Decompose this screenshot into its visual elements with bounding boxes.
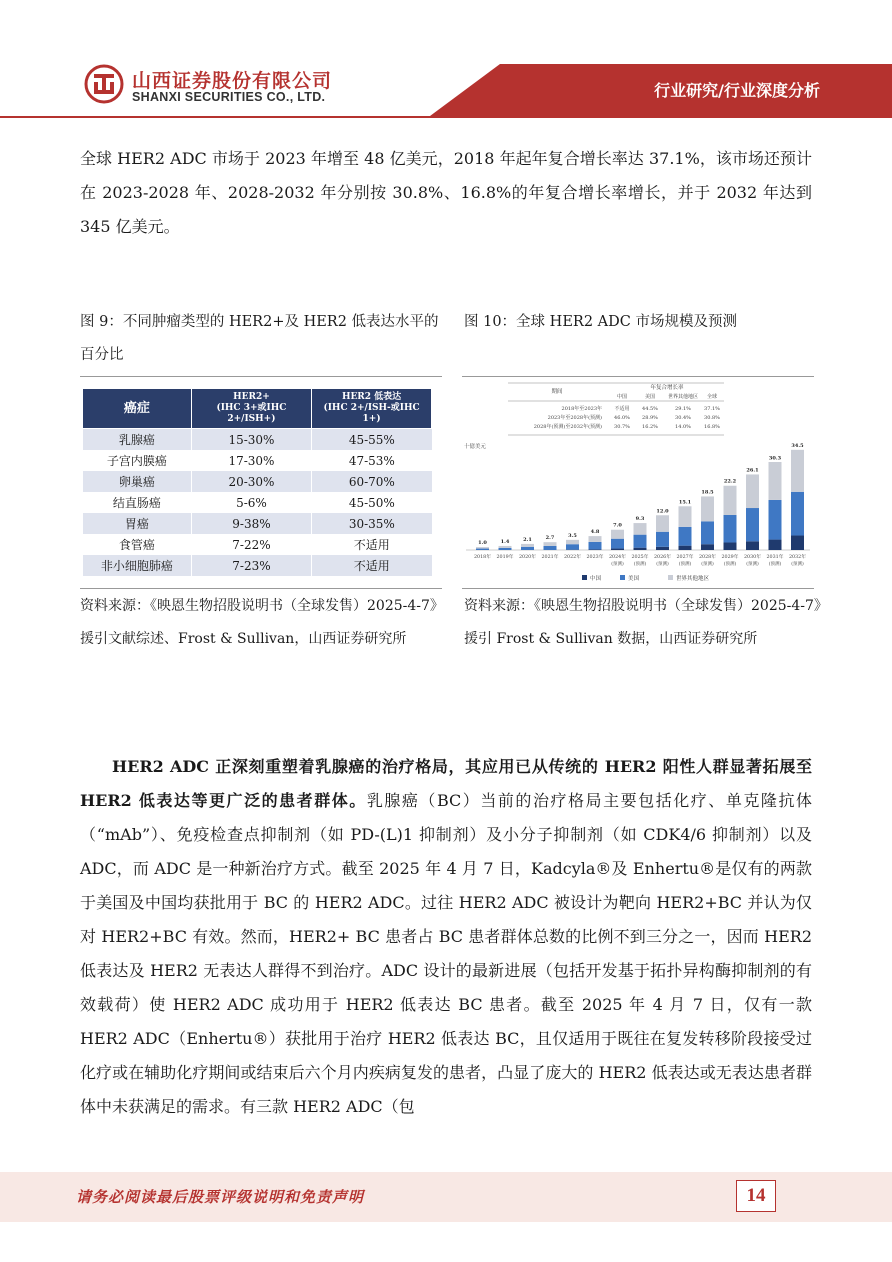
her2-adc-market-chart <box>462 378 814 586</box>
intro-paragraph: 全球 HER2 ADC 市场于 2023 年增至 48 亿美元，2018 年起年复合增长率达 37.1%，该市场还预计在 2023-2028 年、2028-2032 年分别按 30.8%、16.8%的年复合增长率增长，并于 2032 年达到 345 亿美元。 <box>80 149 812 236</box>
cagr-row-value: 30.7% <box>614 424 630 430</box>
figure-9-caption: 图 9：不同肿瘤类型的 HER2+及 HER2 低表达水平的百分比 <box>80 314 439 363</box>
cell-cancer: 乳腺癌 <box>83 429 192 451</box>
chart-bar-segment <box>544 546 557 550</box>
cagr-row-value: 46.0% <box>614 415 630 421</box>
cagr-group-title: 年复合增长率 <box>650 385 684 391</box>
chart-bar-segment <box>746 474 759 508</box>
company-name-en: SHANXI SECURITIES CO., LTD. <box>132 90 326 104</box>
table-row <box>83 555 432 576</box>
chart-bar-segment <box>746 508 759 541</box>
chart-x-tick-label: 2020年 <box>518 555 537 560</box>
cagr-period-header: 期间 <box>551 389 563 395</box>
chart-x-tick-label: 2019年 <box>496 555 514 560</box>
her2-expression-table <box>82 388 432 576</box>
cell-her2-positive: 5-6% <box>191 492 311 513</box>
chart-bar-segment <box>499 546 512 548</box>
cell-her2-low: 45-55% <box>312 429 432 451</box>
cell-cancer: 卵巢癌 <box>83 471 192 492</box>
cell-her2-low: 不适用 <box>312 555 432 576</box>
chart-total-label: 3.5 <box>568 532 577 539</box>
cagr-row-value: 37.1% <box>704 406 720 412</box>
cagr-row-period: 2018年至2023年 <box>561 406 602 412</box>
chart-bar-segment <box>566 540 579 544</box>
table-row <box>83 534 432 555</box>
cell-her2-low: 60-70% <box>312 471 432 492</box>
figure-10-caption: 图 10：全球 HER2 ADC 市场规模及预测 <box>464 314 737 330</box>
chart-bar-segment <box>679 506 692 527</box>
cagr-column-header: 世界其他地区 <box>667 394 699 400</box>
cell-her2-positive: 15-30% <box>191 429 311 451</box>
chart-bar-segment <box>791 450 804 492</box>
company-name-cn: 山西证券股份有限公司 <box>132 70 333 92</box>
chart-bar-segment <box>589 542 602 550</box>
chart-legend-label: 美国 <box>628 576 640 582</box>
header-her2-low-label: HER2 低表达 <box>341 392 402 402</box>
chart-total-label: 34.5 <box>791 443 804 450</box>
main-paragraph <box>80 750 812 1124</box>
table-row <box>83 450 432 471</box>
chart-bar-segment <box>724 486 737 515</box>
chart-x-tick-sublabel: (预测) <box>656 562 669 567</box>
chart-bar-segment <box>656 515 669 532</box>
chart-bar-segment <box>724 515 737 543</box>
cell-her2-positive: 20-30% <box>191 471 311 492</box>
cagr-row-value: 30.8% <box>704 415 720 421</box>
chart-bar-segment <box>544 542 557 546</box>
chart-bar-segment <box>679 546 692 550</box>
chart-x-tick-sublabel: (预测) <box>746 562 759 567</box>
chart-x-tick-label: 2024年 <box>608 555 627 560</box>
chart-total-label: 26.1 <box>746 467 759 474</box>
figure-9-source: 资料来源：《映恩生物招股说明书（全球发售）2025-4-7》援引文献综述、Frost & Sullivan，山西证券研究所 <box>80 598 437 647</box>
chart-bar-segment <box>746 541 759 550</box>
header-her2-positive-criteria: (IHC 3+或IHC 2+/ISH+) <box>216 403 287 424</box>
chart-x-tick-label: 2025年 <box>631 555 649 560</box>
chart-bar-segment <box>499 548 512 550</box>
chart-bar-segment <box>769 462 782 500</box>
main-body: 乳腺癌（BC）当前的治疗格局主要包括化疗、单克隆抗体（“mAb”）、免疫检查点抑制剂（如 PD-(L)1 抑制剂）及小分子抑制剂（如 CDK4/6 抑制剂）以及 ADC，而 ADC 是一种新治疗方式。截至 2025 年 4 月 7 日，Kadcyla®及 Enhertu®是仅有的两款于美国及中国均获批用于 BC 的 HER2 ADC。过往 HER2 ADC 被设计为靶向 HER2+BC 并认为仅对 HER2+BC 有效。然而，HER2+ BC 患者占 BC 患者群体总数的比例不到三分之一，因而 HER2 低表达及 HER2 无表达人群得不到治疗。ADC 设计的最新进展（包括开发基于拓扑异构酶抑制剂的有效载荷）使 HER2 ADC 成功用于 HER2 低表达 BC 患者。截至 2025 年 4 月 7 日，仅有一款 HER2 ADC（Enhertu®）获批用于治疗 HER2 低表达 BC，且仅适用于既往在复发转移阶段接受过化疗或在辅助化疗期间或结束后六个月内疾病复发的患者，凸显了庞大的 HER2 低表达或无表达患者群体中未获满足的需求。有三款 HER2 ADC（包 <box>80 791 812 1116</box>
chart-bar-segment <box>701 521 714 544</box>
chart-total-label: 22.2 <box>723 478 737 485</box>
chart-bar-segment <box>656 547 669 550</box>
cagr-row-period: 2023年至2028年(预测) <box>547 415 602 421</box>
chart-bar-segment <box>791 536 804 550</box>
table-row <box>83 513 432 534</box>
cell-her2-positive: 17-30% <box>191 450 311 471</box>
chart-x-tick-label: 2023年 <box>586 555 604 560</box>
chart-y-label: 十億美元 <box>464 444 487 450</box>
chart-x-tick-sublabel: (预测) <box>678 562 692 567</box>
chart-bar-segment <box>611 539 624 549</box>
chart-bar-segment <box>566 544 579 550</box>
chart-bar-segment <box>769 540 782 550</box>
cell-cancer: 食管癌 <box>83 534 192 555</box>
figure-9-bottom-rule <box>80 588 442 589</box>
chart-total-label: 2.1 <box>523 536 532 543</box>
cell-cancer: 胃癌 <box>83 513 192 534</box>
cagr-row-value: 44.5% <box>642 406 658 412</box>
report-section-label: 行业研究/行业深度分析 <box>654 81 820 100</box>
chart-bar-segment <box>634 548 647 550</box>
cagr-row-value: 16.2% <box>642 424 658 430</box>
cagr-row-value: 29.1% <box>675 406 691 412</box>
chart-total-label: 2.7 <box>545 535 555 542</box>
chart-x-tick-label: 2029年 <box>721 555 739 560</box>
chart-total-label: 30.3 <box>768 455 782 462</box>
cagr-row-value: 30.4% <box>675 415 691 421</box>
chart-legend-label: 世界其他地区 <box>676 576 710 582</box>
chart-x-tick-sublabel: (预测) <box>701 562 714 567</box>
header-her2-positive-label: HER2+ <box>233 392 270 402</box>
chart-x-tick-sublabel: (预测) <box>633 562 647 567</box>
cell-cancer: 结直肠癌 <box>83 492 192 513</box>
chart-total-label: 4.8 <box>590 529 600 536</box>
cell-her2-low: 45-50% <box>312 492 432 513</box>
chart-bar-segment <box>611 530 624 539</box>
chart-bar-segment <box>679 527 692 546</box>
cell-cancer: 非小细胞肺癌 <box>83 555 192 576</box>
cagr-row-value: 不适用 <box>614 406 630 412</box>
cagr-column-header: 全球 <box>706 394 718 400</box>
chart-x-tick-label: 2018年 <box>473 555 492 560</box>
cell-her2-low: 47-53% <box>312 450 432 471</box>
chart-bar-segment <box>791 492 804 536</box>
chart-bar-segment <box>521 547 534 550</box>
chart-total-label: 9.3 <box>635 516 645 523</box>
chart-x-tick-label: 2021年 <box>541 555 559 560</box>
chart-bar-segment <box>521 544 534 547</box>
cagr-row-period: 2028年(预测)至2032年(预测) <box>533 424 602 430</box>
main-lead-bold: HER2 ADC 正深刻重塑着乳腺癌的治疗格局，其应用已从传统的 HER2 阳性人群显著拓展至 HER2 低表达等更广泛的患者群体。 <box>80 757 812 810</box>
cagr-column-header: 中国 <box>616 394 628 400</box>
chart-x-tick-sublabel: (预测) <box>768 562 782 567</box>
chart-legend-swatch <box>582 575 587 580</box>
table-header-her2-low <box>312 389 432 429</box>
header-her2-low-criteria: (IHC 2+/ISH-或IHC 1+) <box>323 403 420 424</box>
chart-bar-segment <box>611 549 624 550</box>
chart-x-tick-label: 2022年 <box>563 555 582 560</box>
chart-bar-segment <box>634 523 647 535</box>
cell-cancer: 子宫内膜癌 <box>83 450 192 471</box>
cell-her2-positive: 7-22% <box>191 534 311 555</box>
chart-bar-segment <box>724 542 737 550</box>
chart-legend-label: 中国 <box>590 576 602 582</box>
disclaimer-link[interactable]: 请务必阅读最后股票评级说明和免责声明 <box>76 1188 365 1206</box>
chart-x-tick-label: 2032年 <box>788 555 807 560</box>
table-row <box>83 429 432 451</box>
chart-total-label: 15.1 <box>678 499 692 506</box>
company-logo-icon <box>84 64 124 104</box>
page-number: 14 <box>736 1180 776 1212</box>
chart-x-tick-sublabel: (预测) <box>723 562 737 567</box>
cagr-column-header: 美国 <box>644 394 656 400</box>
chart-total-label: 1.4 <box>500 538 510 545</box>
cell-her2-low: 不适用 <box>312 534 432 555</box>
cell-her2-positive: 7-23% <box>191 555 311 576</box>
chart-bar-segment <box>769 500 782 540</box>
header-divider <box>0 116 892 118</box>
chart-x-tick-label: 2026年 <box>653 555 672 560</box>
figure-10-source: 资料来源：《映恩生物招股说明书（全球发售）2025-4-7》援引 Frost & Sullivan 数据，山西证券研究所 <box>464 598 821 647</box>
chart-x-tick-label: 2031年 <box>766 555 784 560</box>
figure-9-top-rule <box>80 376 442 377</box>
cell-her2-low: 30-35% <box>312 513 432 534</box>
cagr-row-value: 28.9% <box>642 415 658 421</box>
chart-x-tick-label: 2030年 <box>743 555 762 560</box>
chart-total-label: 7.0 <box>613 522 622 529</box>
chart-x-tick-sublabel: (预测) <box>791 562 804 567</box>
chart-total-label: 1.0 <box>478 540 487 547</box>
cagr-row-value: 14.0% <box>675 424 691 430</box>
figure-10-bottom-rule <box>462 588 814 589</box>
cell-her2-positive: 9-38% <box>191 513 311 534</box>
chart-total-label: 18.5 <box>701 489 714 496</box>
chart-total-label: 12.0 <box>656 508 669 515</box>
cagr-row-value: 16.8% <box>704 424 720 430</box>
figure-10-top-rule <box>462 376 814 377</box>
chart-x-tick-label: 2028年 <box>698 555 717 560</box>
chart-x-tick-sublabel: (预测) <box>611 562 624 567</box>
chart-bar-segment <box>701 496 714 521</box>
chart-legend-swatch <box>668 575 673 580</box>
chart-bar-segment <box>589 549 602 550</box>
table-header-cancer: 癌症 <box>83 389 192 429</box>
table-header-her2-positive <box>191 389 311 429</box>
chart-bar-segment <box>476 549 489 550</box>
chart-x-tick-label: 2027年 <box>676 555 694 560</box>
table-row <box>83 471 432 492</box>
chart-bar-segment <box>634 535 647 548</box>
chart-bar-segment <box>476 547 489 548</box>
chart-legend-swatch <box>620 575 625 580</box>
chart-bar-segment <box>701 544 714 550</box>
table-row <box>83 492 432 513</box>
chart-bar-segment <box>589 536 602 542</box>
chart-bar-segment <box>656 532 669 547</box>
